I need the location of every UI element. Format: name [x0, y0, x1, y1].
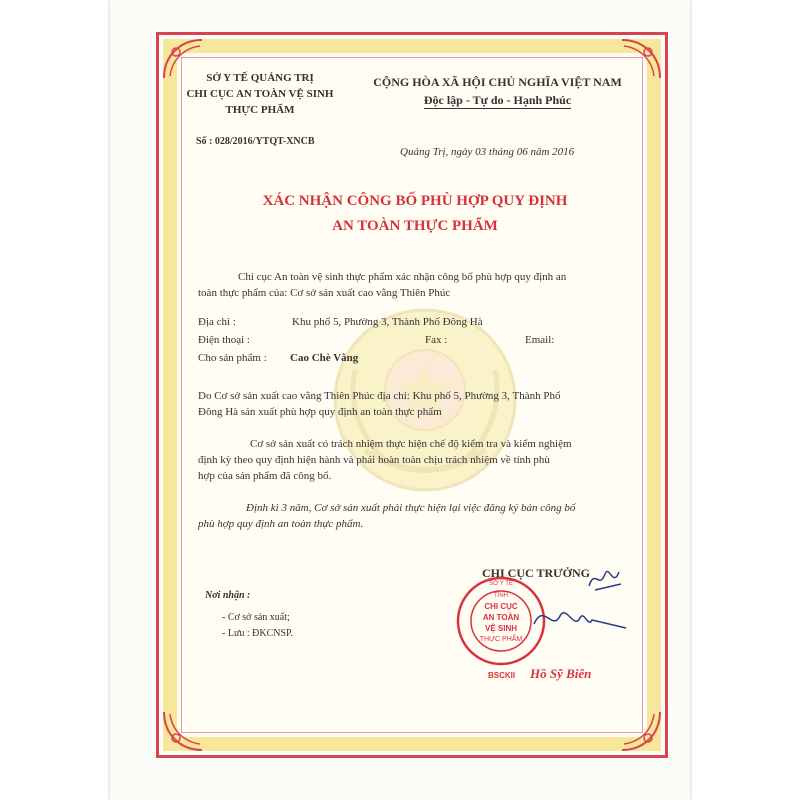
stamp-line-2: AN TOÀN	[482, 613, 520, 622]
certificate-title-line-1: XÁC NHẬN CÔNG BỐ PHÙ HỢP QUY ĐỊNH	[262, 193, 568, 209]
address-label: Địa chỉ :	[198, 316, 236, 328]
recipient-item-2: - Lưu : ĐKCNSP.	[222, 628, 293, 639]
stamp-ring-tinh: TỈNH	[494, 593, 508, 599]
intro-paragraph	[198, 269, 613, 301]
responsibility-line-3: hợp của sản phẩm đã công bố.	[198, 470, 332, 482]
conformity-line-1: Do Cơ sở sản xuất cao vằng Thiên Phúc địa chỉ: Khu phố 5, Phường 3, Thành Phố	[198, 390, 561, 402]
initial-signature-mark	[585, 560, 625, 594]
phone-label: Điện thoại :	[198, 334, 250, 346]
corner-ornament-bottom-left	[160, 708, 206, 754]
authority-line-1: SỞ Y TẾ QUẢNG TRỊ	[206, 72, 314, 84]
stamp-ring-top: SỞ Y TẾ	[489, 581, 513, 587]
signatory-title-prefix: BSCKII	[488, 671, 516, 680]
recipients-heading: Nơi nhận :	[205, 590, 251, 601]
signatory-role: CHI CỤC TRƯỞNG	[482, 566, 591, 580]
corner-ornament-bottom-right	[618, 708, 664, 754]
authority-line-2: CHI CỤC AN TOÀN VỆ SINH	[186, 88, 334, 100]
responsibility-line-2: định kỳ theo quy định hiện hành và phải hoàn toàn chịu trách nhiệm về tính phù	[198, 454, 550, 466]
stamp-line-1: CHI CỤC	[484, 602, 518, 611]
signatory-name: Hồ Sỹ Biên	[530, 666, 592, 681]
certificate-title-line-2: AN TOÀN THỰC PHẨM	[332, 218, 498, 234]
email-label: Email:	[525, 334, 555, 346]
intro-line-2: toàn thực phẩm của: Cơ sở sản xuất cao vằng Thiên Phúc	[198, 287, 451, 299]
national-header-block	[360, 73, 635, 109]
national-motto: Độc lập - Tự do - Hạnh Phúc	[423, 93, 572, 107]
conformity-line-2: Đông Hà sản xuất phù hợp quy định an toàn thực phẩm	[198, 406, 442, 418]
intro-line-1: Chi cục An toàn vệ sinh thực phẩm xác nhận công bố phù hợp quy định an	[238, 271, 567, 283]
product-value: Cao Chè Vằng	[290, 352, 359, 364]
address-value: Khu phố 5, Phường 3, Thành Phố Đông Hà	[292, 316, 483, 328]
conformity-paragraph	[198, 388, 613, 420]
stamp-line-4: THỰC PHẨM	[479, 636, 523, 643]
responsibility-paragraph	[198, 436, 613, 484]
stamp-line-3: VỆ SINH	[484, 624, 518, 633]
recipient-item-1: - Cơ sở sản xuất;	[222, 612, 290, 623]
renewal-line-2: phù hợp quy định an toàn thực phẩm.	[198, 518, 364, 530]
product-label: Cho sản phẩm :	[198, 352, 267, 364]
responsibility-line-1: Cơ sở sản xuất có trách nhiệm thực hiện chế độ kiểm tra và kiểm nghiệm	[250, 438, 572, 450]
country-name: CỘNG HÒA XÃ HỘI CHỦ NGHĨA VIỆT NAM	[373, 75, 622, 89]
renewal-line-1: Định kì 3 năm, Cơ sở sản xuất phải thực hiện lại việc đăng ký bản công bố	[246, 502, 576, 514]
document-number: Số : 028/2016/YTQT-XNCB	[196, 136, 315, 147]
renewal-paragraph	[198, 500, 613, 532]
fax-label: Fax :	[425, 334, 448, 346]
issue-date: Quảng Trị, ngày 03 tháng 06 năm 2016	[400, 146, 575, 158]
issuing-authority-block	[180, 70, 340, 118]
authority-line-3: THỰC PHẨM	[225, 104, 295, 116]
handwritten-signature	[530, 598, 630, 638]
